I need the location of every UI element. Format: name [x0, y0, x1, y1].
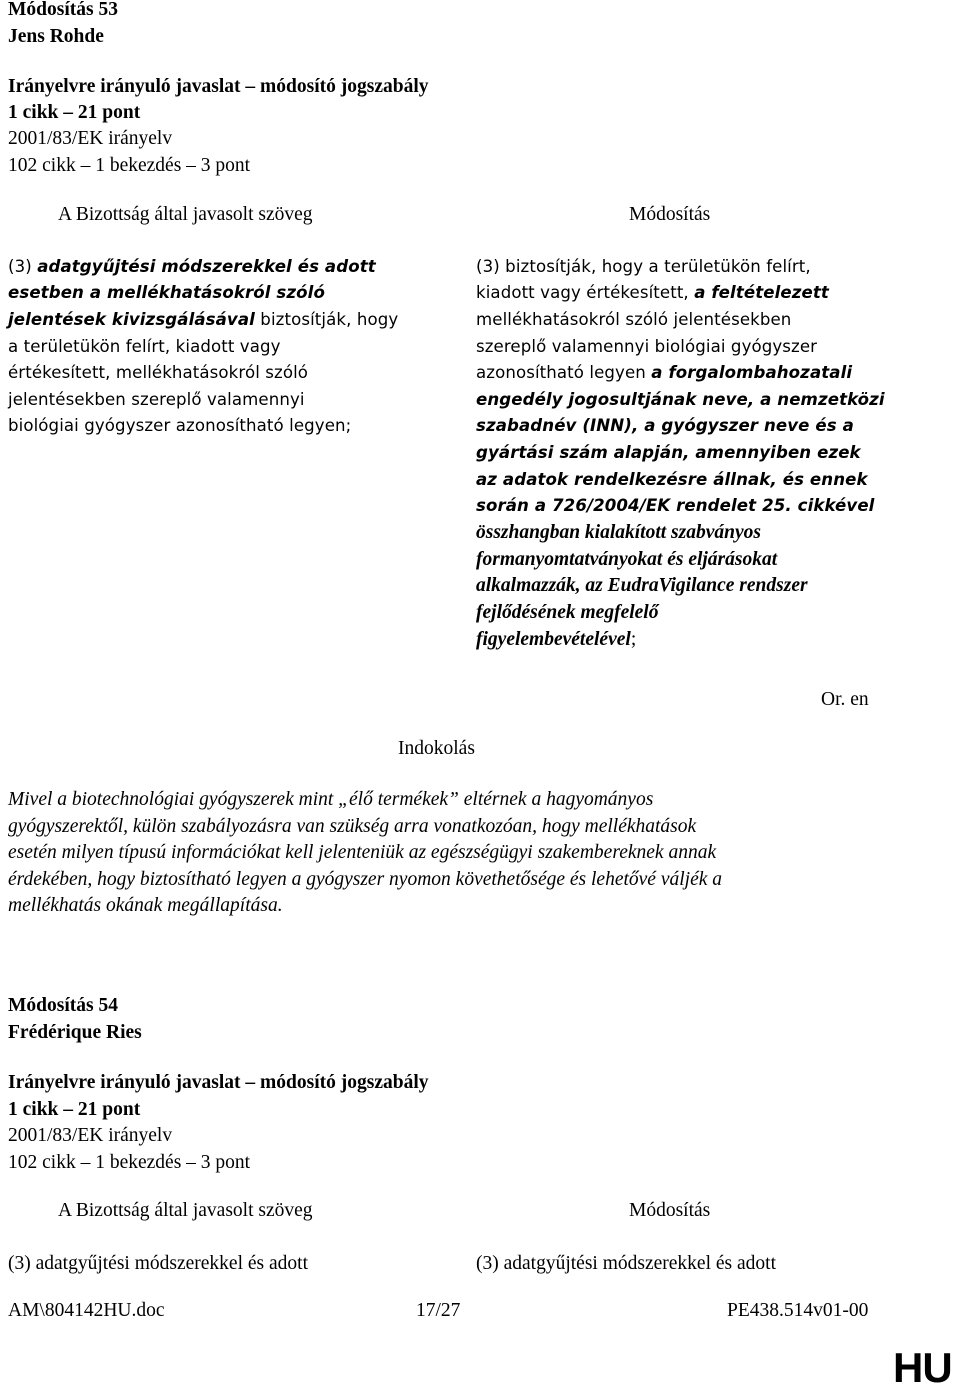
- original-language-note: Or. en: [821, 689, 869, 710]
- amendment-53-ref-article: 1 cikk – 21 pont: [8, 102, 141, 123]
- footer-reference: PE438.514v01-00: [727, 1300, 869, 1321]
- amendment-54-title: Módosítás 54: [8, 995, 118, 1016]
- amendment-text-line: (3) adatgyűjtési módszerekkel és adott: [476, 1253, 776, 1274]
- amendment-53-ref-paragraph: 102 cikk – 1 bekezdés – 3 pont: [8, 155, 251, 176]
- footer-page-number: 17/27: [416, 1300, 461, 1321]
- amendment-53-title: Módosítás 53: [8, 0, 118, 20]
- column-head-amendment: Módosítás: [629, 204, 711, 225]
- amendment-53-ref-directive: 2001/83/EK irányelv: [8, 128, 173, 149]
- column-head-amendment-54: Módosítás: [629, 1200, 711, 1221]
- amendment-53-ref-proposal: Irányelvre irányuló javaslat – módosító jogszabály: [8, 76, 429, 97]
- amendment-54-ref-article: 1 cikk – 21 pont: [8, 1099, 141, 1120]
- amendment-54-ref-directive: 2001/83/EK irányelv: [8, 1125, 173, 1146]
- amendment-54-author: Frédérique Ries: [8, 1022, 142, 1043]
- commission-text-line: (3) adatgyűjtési módszerekkel és adott: [8, 1253, 308, 1274]
- amendment-54-ref-proposal: Irányelvre irányuló javaslat – módosító jogszabály: [8, 1072, 429, 1093]
- language-badge: HU: [893, 1344, 952, 1391]
- amendment-54-ref-paragraph: 102 cikk – 1 bekezdés – 3 pont: [8, 1152, 251, 1173]
- amendment-53-author: Jens Rohde: [8, 26, 104, 47]
- column-head-commission-text-54: A Bizottság által javasolt szöveg: [58, 1200, 313, 1221]
- justification-heading: Indokolás: [398, 738, 475, 759]
- footer-doc-id: AM\804142HU.doc: [8, 1300, 165, 1321]
- column-head-commission-text: A Bizottság által javasolt szöveg: [58, 204, 313, 225]
